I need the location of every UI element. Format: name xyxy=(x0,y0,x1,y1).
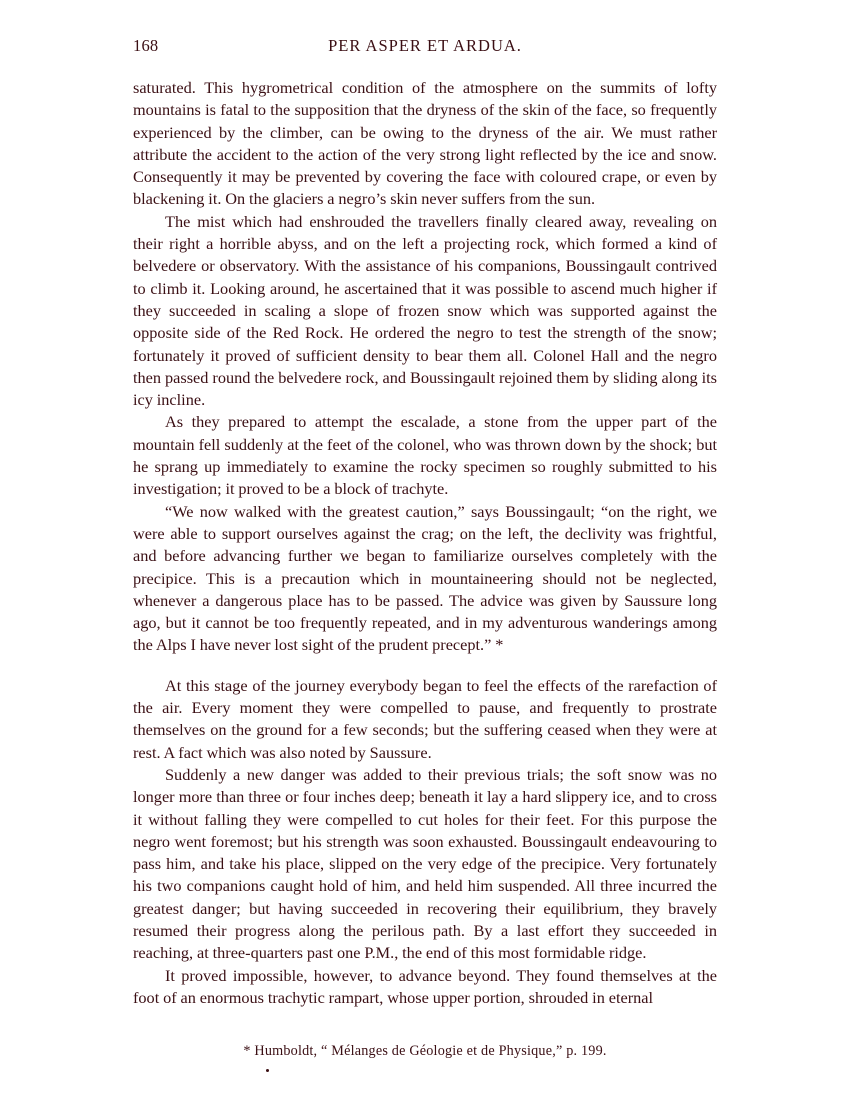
body-text xyxy=(133,77,717,1009)
paragraph-rampart: It proved impossible, however, to advance beyond. They found themselves at the foot of an enormous trachytic rampart, whose upper portion, shrouded in eternal xyxy=(133,965,717,1007)
page-header xyxy=(133,36,717,60)
footnote: * Humboldt, “ Mélanges de Géologie et de Physique,” p. 199. xyxy=(243,1043,607,1059)
paragraph-mist: The mist which had enshrouded the travellers finally cleared away, revealing on their right a horrible abyss, and on the left a projecting rock, which formed a kind of belvedere or observatory. With the assistance of his companions, Boussingault contrived to climb it. Looking around, he ascertained that it was possible to ascend much higher if they succeeded in scaling a slope of frozen snow which was supported against the opposite side of the Red Rock. He ordered the negro to test the strength of the snow; fortunately it proved of sufficient density to bear them all. Colonel Hall and the negro then passed round the belvedere rock, and Boussingault rejoined them by sliding along its icy incline. xyxy=(133,211,717,410)
paragraph-new-danger: Suddenly a new danger was added to their previous trials; the soft snow was no longer more than three or four inches deep; beneath it lay a hard slippery ice, and to cross it without falling they were compelled to cut holes for their feet. For this purpose the negro went foremost; but his strength was soon exhausted. Boussingault endeavouring to pass him, and take his place, slipped on the very edge of the precipice. Very fortunately his two companions caught hold of him, and held him suspended. All three incurred the greatest danger; but having succeeded in recovering their equilibrium, they bravely resumed their progress along the perilous path. By a last effort they succeeded in reaching, at three-quarters past one P.M., the end of this most formidable ridge. xyxy=(133,764,717,963)
page-number: 168 xyxy=(133,36,159,55)
page-mark xyxy=(266,1069,269,1072)
paragraph-continuation: saturated. This hygrometrical condition of the atmosphere on the summits of lofty mountains is fatal to the supposition that the dryness of the skin of the face, so frequently experienced by the climber, can be owing to the dryness of the air. We must rather attribute the accident to the action of the very strong light reflected by the ice and snow. Consequently it may be prevented by covering the face with coloured crape, or even by blackening it. On the glaciers a negro’s skin never suffers from the sun. xyxy=(133,78,717,209)
running-head: PER ASPER ET ARDUA. xyxy=(328,36,522,55)
paragraph-rarefaction: At this stage of the journey everybody began to feel the effects of the rarefaction of the air. Every moment they were compelled to pause, and frequently to prostrate themselves on the ground for a few seconds; but the suffering ceased when they were at rest. A fact which was also noted by Saussure. xyxy=(133,675,717,762)
paragraph-escalade: As they prepared to attempt the escalade, a stone from the upper part of the mountain fell suddenly at the feet of the colonel, who was thrown down by the shock; but he sprang up immediately to examine the rocky specimen so roughly submitted to his investigation; it proved to be a block of trachyte. xyxy=(133,412,717,499)
paragraph-quotation: “We now walked with the greatest caution,” says Boussingault; “on the right, we were able to support ourselves against the crag; on the left, the declivity was frightful, and before advancing further we began to familiarize ourselves completely with the precipice. This is a precaution which in mountaineering should not be neglected, whenever a dangerous place has to be passed. The advice was given by Saussure long ago, but it cannot be too frequently repeated, and in my adventurous wanderings among the Alps I have never lost sight of the prudent precept.” * xyxy=(133,501,717,655)
